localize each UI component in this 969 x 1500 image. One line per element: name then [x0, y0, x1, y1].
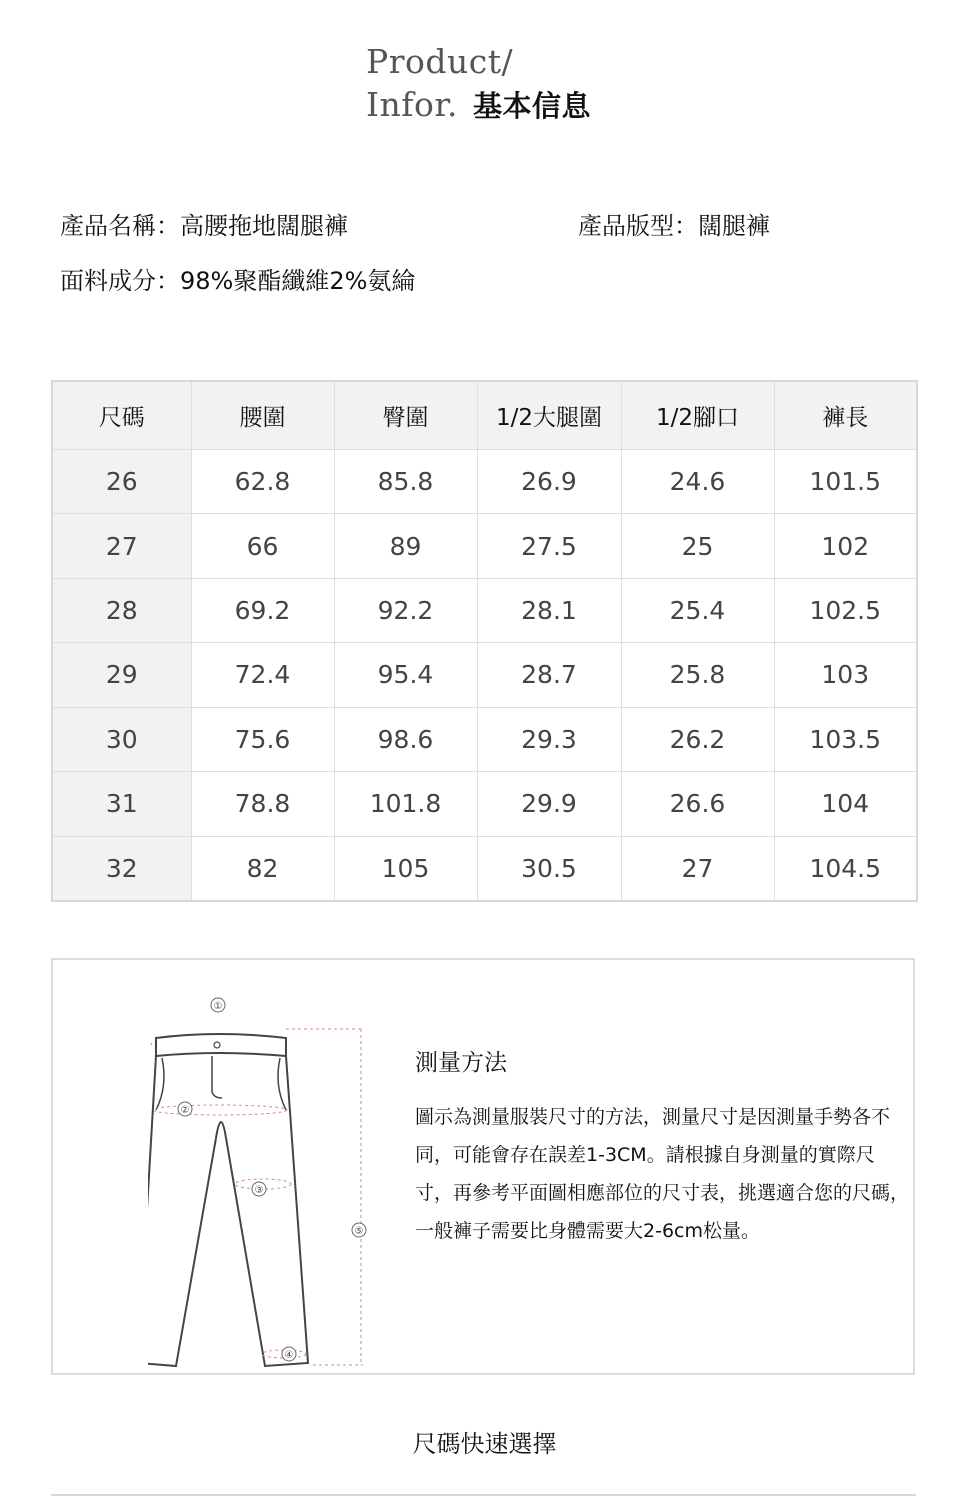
col-header-hip: 臀圍	[334, 381, 477, 450]
table-cell: 25	[621, 514, 774, 578]
header-cn-title: 基本信息	[470, 84, 594, 125]
marker-5: ⑤	[354, 1226, 364, 1237]
table-row	[52, 578, 917, 642]
size-table	[51, 380, 918, 902]
table-cell: 103.5	[774, 707, 917, 771]
table-row	[52, 514, 917, 578]
product-name-label: 產品名稱：	[60, 212, 180, 240]
header-infor-text: Infor.	[366, 85, 459, 124]
table-cell: 85.8	[334, 450, 477, 514]
table-cell: 98.6	[334, 707, 477, 771]
table-row	[52, 772, 917, 836]
fabric-value: 98%聚酯纖維2%氨綸	[180, 267, 416, 295]
product-fit-label: 產品版型：	[578, 212, 698, 240]
table-cell: 102.5	[774, 578, 917, 642]
col-header-waist: 腰圍	[191, 381, 334, 450]
table-row	[52, 707, 917, 771]
col-header-thigh: 1/2大腿圍	[477, 381, 621, 450]
table-cell: 24.6	[621, 450, 774, 514]
table-cell: 75.6	[191, 707, 334, 771]
marker-4: ④	[284, 1350, 294, 1361]
table-cell: 78.8	[191, 772, 334, 836]
table-row	[52, 643, 917, 707]
table-cell: 95.4	[334, 643, 477, 707]
table-cell: 29	[52, 643, 191, 707]
table-cell: 104	[774, 772, 917, 836]
size-table-header-row	[52, 381, 917, 450]
table-cell: 31	[52, 772, 191, 836]
table-cell: 103	[774, 643, 917, 707]
table-cell: 26	[52, 450, 191, 514]
marker-1: ①	[213, 1001, 223, 1012]
product-fit-line	[578, 206, 770, 241]
col-header-hem: 1/2腳口	[621, 381, 774, 450]
measure-description: 圖示為測量服裝尺寸的方法，測量尺寸是因測量手勢各不同，可能會存在誤差1-3CM。請根據自身測量的實際尺寸，再參考平面圖相應部位的尺寸表，挑選適合您的尺碼，一般褲子需要比身體需要大2-6cm松量。	[415, 1106, 910, 1242]
col-header-size: 尺碼	[52, 381, 191, 450]
table-row	[52, 836, 917, 901]
table-cell: 27	[621, 836, 774, 901]
table-cell: 72.4	[191, 643, 334, 707]
table-cell: 62.8	[191, 450, 334, 514]
divider	[51, 1494, 916, 1496]
table-cell: 27	[52, 514, 191, 578]
table-row	[52, 450, 917, 514]
header-product: Product/	[366, 42, 514, 81]
table-cell: 66	[191, 514, 334, 578]
marker-3: ③	[254, 1185, 264, 1196]
table-cell: 25.8	[621, 643, 774, 707]
table-cell: 27.5	[477, 514, 621, 578]
marker-2: ②	[180, 1105, 190, 1116]
fabric-label: 面料成分：	[60, 267, 180, 295]
table-cell: 30.5	[477, 836, 621, 901]
table-cell: 26.6	[621, 772, 774, 836]
header-infor	[366, 84, 594, 125]
table-cell: 28	[52, 578, 191, 642]
table-cell: 69.2	[191, 578, 334, 642]
table-cell: 28.7	[477, 643, 621, 707]
measure-title: 測量方法	[415, 1050, 507, 1076]
fabric-line	[60, 261, 415, 296]
product-name-line	[60, 206, 348, 241]
hem-marker-icon	[258, 1343, 318, 1365]
table-cell: 29.3	[477, 707, 621, 771]
table-cell: 101.5	[774, 450, 917, 514]
table-cell: 104.5	[774, 836, 917, 901]
table-cell: 25.4	[621, 578, 774, 642]
table-cell: 30	[52, 707, 191, 771]
table-cell: 102	[774, 514, 917, 578]
table-cell: 82	[191, 836, 334, 901]
product-name-value: 高腰拖地闊腿褲	[180, 212, 348, 240]
product-fit-value: 闊腿褲	[698, 212, 770, 240]
table-cell: 26.9	[477, 450, 621, 514]
table-cell: 101.8	[334, 772, 477, 836]
table-cell: 26.2	[621, 707, 774, 771]
table-cell: 29.9	[477, 772, 621, 836]
quick-select-title: 尺碼快速選擇	[412, 1430, 557, 1458]
col-header-length: 褲長	[774, 381, 917, 450]
measure-panel	[51, 958, 915, 1375]
table-cell: 28.1	[477, 578, 621, 642]
table-cell: 89	[334, 514, 477, 578]
pants-diagram-icon	[148, 988, 388, 1368]
table-cell: 105	[334, 836, 477, 901]
table-cell: 32	[52, 836, 191, 901]
table-cell: 92.2	[334, 578, 477, 642]
